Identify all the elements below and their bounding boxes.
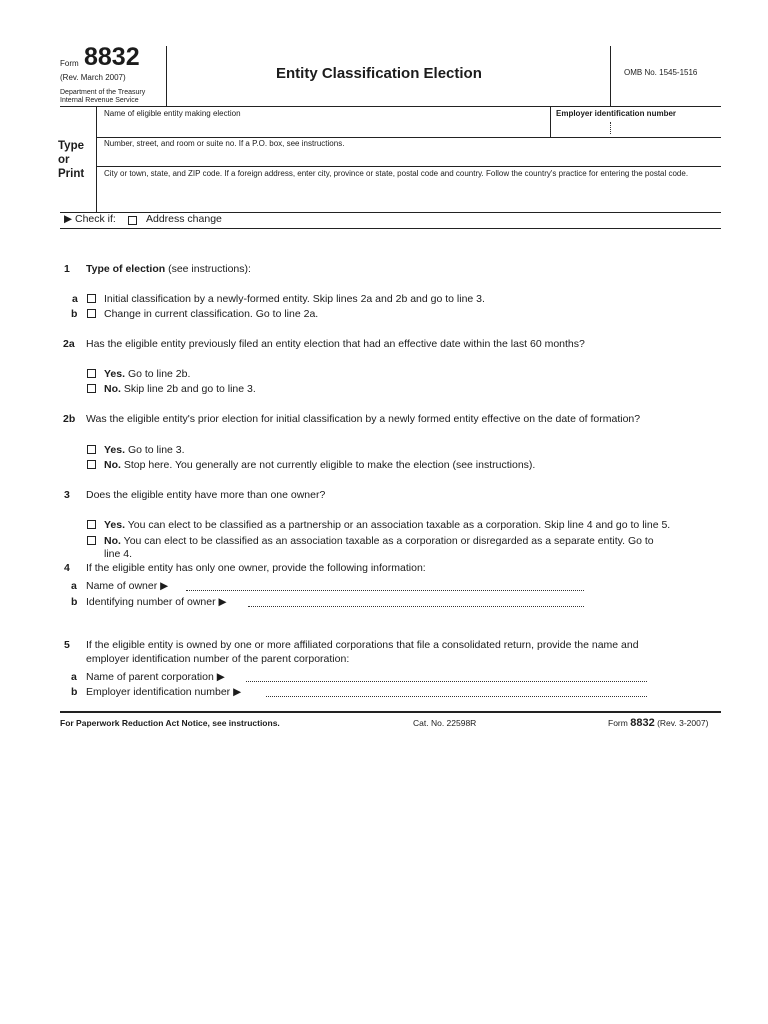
type-or-print-label-1: Type: [58, 140, 84, 152]
q3-no-bold: No.: [104, 535, 121, 547]
q2a-text: Has the eligible entity previously filed an entity election that had an effective date within the last 60 months?: [86, 338, 585, 350]
q2a-no-checkbox[interactable]: [87, 384, 96, 393]
q2a-yes-rest: Go to line 2b.: [125, 368, 191, 380]
q2b-no-rest: Stop here. You generally are not currently eligible to make the election (see instructions).: [120, 459, 536, 471]
paperwork-notice: For Paperwork Reduction Act Notice, see instructions.: [60, 718, 280, 728]
page-title: Entity Classification Election: [276, 65, 482, 82]
q2b-yes-checkbox[interactable]: [87, 445, 96, 454]
q2b-number: 2b: [63, 413, 76, 425]
department-line1: Department of the Treasury: [60, 89, 146, 96]
q1a-letter: a: [72, 293, 78, 305]
q2a-no-bold: No.: [104, 383, 121, 395]
ein-divider: [550, 106, 551, 137]
q5-number: 5: [64, 639, 70, 651]
form-revision: (Rev. March 2007): [60, 73, 126, 82]
q5b-letter: b: [71, 686, 78, 698]
q3-yes-checkbox[interactable]: [87, 520, 96, 529]
q2a-no-rest: Skip line 2b and go to line 3.: [120, 383, 256, 395]
q3-no-checkbox[interactable]: [87, 536, 96, 545]
q3-text: Does the eligible entity have more than one owner?: [86, 489, 326, 501]
q4b-letter: b: [71, 596, 78, 608]
entity-box-left-border: [96, 106, 97, 212]
address-change-checkbox[interactable]: [128, 216, 137, 225]
ein-separator: [610, 122, 611, 134]
footer-form-id: [608, 718, 708, 729]
q1b-letter: b: [71, 308, 78, 320]
parent-corp-ein-field[interactable]: [266, 696, 647, 697]
row-rule-4: [60, 228, 721, 229]
header-divider-left: [166, 46, 167, 106]
q2a-number: 2a: [63, 338, 75, 350]
type-or-print-label-2: or: [58, 154, 70, 166]
footer-form-word: Form: [608, 718, 628, 728]
q1b-text: Change in current classification. Go to line 2a.: [104, 308, 319, 320]
q2b-no-text: [104, 459, 535, 472]
q1a-text: Initial classification by a newly-formed entity. Skip lines 2a and 2b and go to line 3.: [104, 293, 485, 305]
q3-yes-rest: You can elect to be classified as a partnership or an association taxable as a corporation. Skip line 4 and go to line 5.: [125, 519, 671, 531]
header-bottom-rule: [60, 106, 721, 107]
form-word: Form: [60, 59, 79, 68]
department-line2: Internal Revenue Service: [60, 97, 139, 104]
owner-name-field[interactable]: [186, 590, 584, 591]
q4b-label: Identifying number of owner ▶: [86, 596, 227, 608]
q2a-yes-text: [104, 368, 190, 381]
q2b-text: Was the eligible entity's prior election for initial classification by a newly formed entity effective on the date of formation?: [86, 413, 641, 425]
q1-rest: (see instructions):: [165, 263, 251, 275]
address-change-label: Address change: [146, 213, 222, 225]
owner-id-field[interactable]: [248, 606, 584, 607]
row-rule-2: [96, 166, 721, 167]
q2b-yes-text: [104, 444, 185, 457]
q3-no-text-line2: line 4.: [104, 548, 133, 560]
q5-text-line2: employer identification number of the parent corporation:: [86, 653, 350, 665]
row-rule-1: [96, 137, 721, 138]
omb-number: OMB No. 1545-1516: [624, 68, 698, 77]
q2a-yes-bold: Yes.: [104, 368, 126, 380]
footer-form-number: 8832: [630, 717, 655, 729]
q1-bold: Type of election: [86, 263, 166, 275]
q2a-yes-checkbox[interactable]: [87, 369, 96, 378]
ein-label: Employer identification number: [556, 109, 677, 118]
footer-revision: (Rev. 3-2007): [657, 718, 709, 728]
q4a-label: Name of owner ▶: [86, 580, 169, 592]
q2b-no-checkbox[interactable]: [87, 460, 96, 469]
q3-no-text: [104, 535, 654, 548]
q1b-checkbox[interactable]: [87, 309, 96, 318]
form-number: 8832: [84, 43, 140, 71]
type-or-print-label-3: Print: [58, 168, 85, 180]
q5b-label: Employer identification number ▶: [86, 686, 242, 698]
q2a-no-text: [104, 383, 256, 396]
q1a-checkbox[interactable]: [87, 294, 96, 303]
q2b-no-bold: No.: [104, 459, 121, 471]
entity-name-label: Name of eligible entity making election: [104, 109, 241, 118]
q1-number: 1: [64, 263, 70, 275]
header-divider-right: [610, 46, 611, 106]
q3-number: 3: [64, 489, 70, 501]
city-label: City or town, state, and ZIP code. If a foreign address, enter city, province or state, postal code and country. Follow the country's practice for entering the postal code.: [104, 169, 689, 178]
q1-text: [86, 263, 251, 276]
address-label: Number, street, and room or suite no. If a P.O. box, see instructions.: [104, 139, 345, 148]
q3-yes-text: [104, 519, 670, 532]
q3-yes-bold: Yes.: [104, 519, 126, 531]
footer-rule: [60, 711, 721, 713]
q4-text: If the eligible entity has only one owner, provide the following information:: [86, 562, 426, 574]
q4a-letter: a: [71, 580, 77, 592]
q2b-yes-rest: Go to line 3.: [125, 444, 185, 456]
check-if-label: ▶ Check if:: [64, 213, 116, 225]
parent-corp-name-field[interactable]: [246, 681, 647, 682]
q5a-label: Name of parent corporation ▶: [86, 671, 225, 683]
q5a-letter: a: [71, 671, 77, 683]
q5-text-line1: If the eligible entity is owned by one or more affiliated corporations that file a consolidated return, provide the name and: [86, 639, 639, 651]
q3-no-rest: You can elect to be classified as an association taxable as a corporation or disregarded as a separate entity. Go to: [120, 535, 654, 547]
q2b-yes-bold: Yes.: [104, 444, 126, 456]
catalog-number: Cat. No. 22598R: [413, 718, 477, 728]
q4-number: 4: [64, 562, 70, 574]
